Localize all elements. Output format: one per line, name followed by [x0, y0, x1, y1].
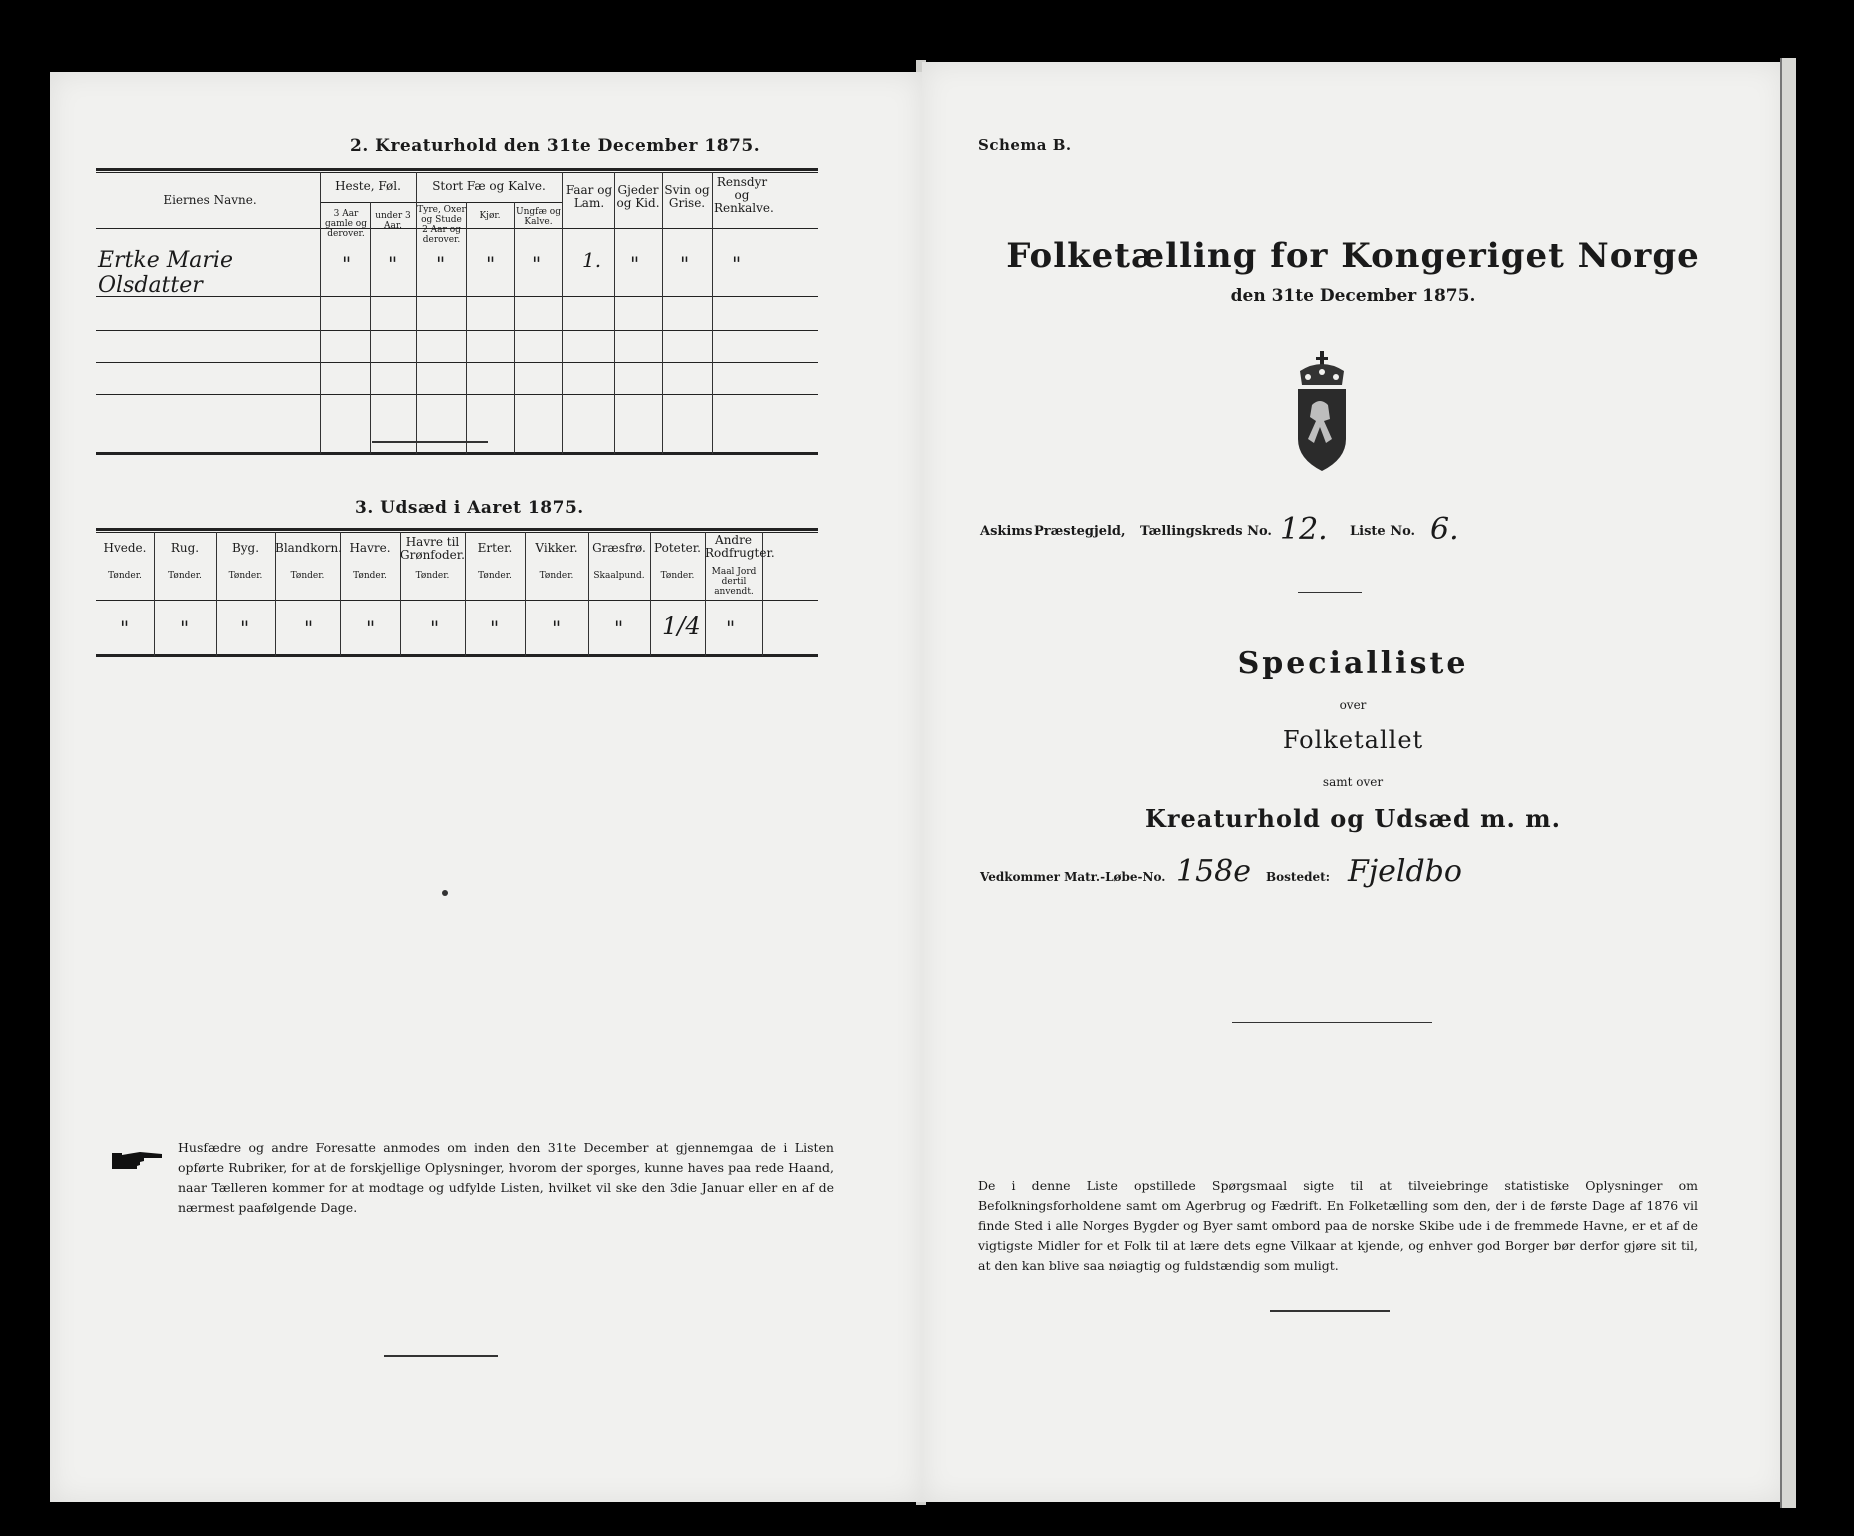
bosted-value: Fjeldbo: [1348, 854, 1462, 889]
udsaed-value: ": [366, 616, 376, 640]
separator-line: [1270, 1310, 1390, 1312]
crop-havre: Havre.: [349, 541, 391, 555]
crop-poteter: Poteter.: [654, 541, 701, 555]
udsaed-value: ": [614, 616, 624, 640]
kreds-number: 12.: [1280, 512, 1328, 547]
bosted-label: Bostedet:: [1266, 870, 1331, 884]
unit: Tønder.: [228, 571, 263, 581]
unit: Tønder.: [353, 571, 387, 581]
liste-label: Liste No.: [1350, 524, 1416, 539]
unit: Tønder.: [539, 571, 574, 581]
value-cell: 1.: [582, 248, 602, 272]
value-cell: ": [342, 252, 352, 276]
unit: Tønder.: [478, 571, 512, 581]
crop-graesfro: Græsfrø.: [592, 541, 646, 555]
pointing-hand-icon: [110, 1148, 166, 1174]
rensdyr-header: Rensdyr og Renkalve.: [714, 175, 774, 216]
faar-header: Faar og Lam.: [565, 183, 613, 211]
separator-line: [1298, 592, 1362, 593]
date-line: den 31te December 1875.: [1230, 286, 1476, 306]
folketallet-heading: Folketallet: [1282, 726, 1424, 754]
prestegjeld-name: Askims: [980, 524, 1033, 539]
page-edge: [1780, 58, 1796, 1508]
specialliste-heading: Specialliste: [1237, 646, 1469, 681]
ungfae-header: Ungfæ og Kalve.: [516, 207, 561, 227]
udsaed-value: ": [120, 616, 130, 640]
heste-young-header: under 3 Aar.: [375, 211, 411, 231]
unit: Tønder.: [660, 571, 695, 581]
udsaed-value: ": [552, 616, 562, 640]
unit: Tønder.: [290, 571, 325, 581]
right-page: [922, 62, 1784, 1502]
notice-text: Husfædre og andre Foresatte anmodes om inden den 31te December at gjennemgaa de i Listen opførte Rubriker, for at de forskjellige Oplysninger, hvorom der sporges, kunne haves paa rede Haand, naar Tælleren kommer for at modtage og udfylde Listen, hvilket vil ske den 3die Januar eller en af de nærmest paafølgende Dage.: [178, 1140, 834, 1215]
crop-hvede: Hvede.: [103, 541, 147, 555]
crop-byg: Byg.: [231, 541, 260, 555]
heste-header: Heste, Føl.: [335, 179, 401, 193]
kjor-header: Kjør.: [479, 211, 501, 221]
over-text: over: [1339, 698, 1367, 712]
udsaed-value: ": [490, 616, 500, 640]
crop-rug: Rug.: [170, 541, 200, 555]
heste-old-header: 3 Aar gamle og derover.: [325, 209, 367, 239]
udsaed-value: ": [304, 616, 314, 640]
unit: Skaalpund.: [593, 571, 645, 581]
unit: Maal Jord dertil anvendt.: [711, 567, 757, 597]
gjeder-header: Gjeder og Kid.: [616, 183, 660, 211]
matr-label: Vedkommer Matr.-Løbe-No.: [980, 870, 1166, 884]
owner-header: Eiernes Navne.: [163, 193, 257, 207]
liste-number: 6.: [1430, 512, 1459, 547]
tyre-header: Tyre, Oxer og Stude 2 Aar og derover.: [417, 205, 466, 245]
crop-blandkorn: Blandkorn.: [275, 541, 342, 555]
info-paragraph: De i denne Liste opstillede Spørgsmaal sigte til at tilveiebringe statistiske Oplysninger om Befolkningsforholdene samt om Agerbrug og Fædrift. En Folketælling som den, der i de første Dage af 1876 vil finde Sted i alle Norges Bygder og Byer samt ombord paa de norske Skibe ude i de fremmede Havne, er et af de vigtigste Midler for et Folk til at lære dets egne Vilkaar at kjende, og enhver god Borger bør derfor gjøre sit til, at den kan blive saa nøiagtig og fuldstændig som muligt.: [978, 1178, 1698, 1273]
kreaturhold-title: 2. Kreaturhold den 31te December 1875.: [350, 136, 761, 156]
crop-havre-gronfoder: Havre til Grønfoder.: [400, 535, 465, 563]
kreds-label: Tællingskreds No.: [1140, 524, 1272, 539]
kreaturhold-udsaed-heading: Kreaturhold og Udsæd m. m.: [1145, 804, 1561, 833]
matr-line: [980, 856, 1740, 896]
udsaed-value: ": [726, 616, 736, 640]
separator-line: [384, 1355, 498, 1357]
udsaed-value: ": [180, 616, 190, 640]
samt-over-text: samt over: [1322, 775, 1384, 789]
value-cell: ": [680, 252, 690, 276]
unit: Tønder.: [108, 571, 142, 581]
schema-label: Schema B.: [978, 136, 1072, 154]
separator-line: [1232, 1022, 1432, 1023]
main-title: Folketælling for Kongeriget Norge: [1006, 236, 1700, 276]
value-cell: ": [532, 252, 542, 276]
matr-number: 158e: [1176, 854, 1252, 889]
crop-vikker: Vikker.: [535, 541, 578, 555]
ink-dot: [442, 890, 448, 896]
left-page: [50, 72, 922, 1502]
unit: Tønder.: [168, 571, 202, 581]
value-cell: ": [630, 252, 640, 276]
udsaed-value: 1/4: [662, 612, 701, 640]
udsaed-title: 3. Udsæd i Aaret 1875.: [355, 498, 584, 518]
udsaed-value: ": [240, 616, 250, 640]
coat-of-arms-icon: [1290, 347, 1354, 477]
separator-line: [372, 441, 488, 443]
value-cell: ": [388, 252, 398, 276]
value-cell: ": [732, 252, 742, 276]
crop-erter: Erter.: [477, 541, 513, 555]
udsaed-value: ": [430, 616, 440, 640]
prestegjeld-label: Præstegjeld,: [1034, 524, 1126, 539]
crop-rodfrugter: Andre Rodfrugter.: [705, 533, 775, 561]
value-cell: ": [436, 252, 446, 276]
unit: Tønder.: [415, 571, 450, 581]
owner-name: Ertke Marie Olsdatter: [98, 248, 233, 298]
svin-header: Svin og Grise.: [664, 183, 710, 211]
location-line: [980, 512, 1740, 548]
value-cell: ": [486, 252, 496, 276]
stort-fae-header: Stort Fæ og Kalve.: [432, 179, 546, 193]
